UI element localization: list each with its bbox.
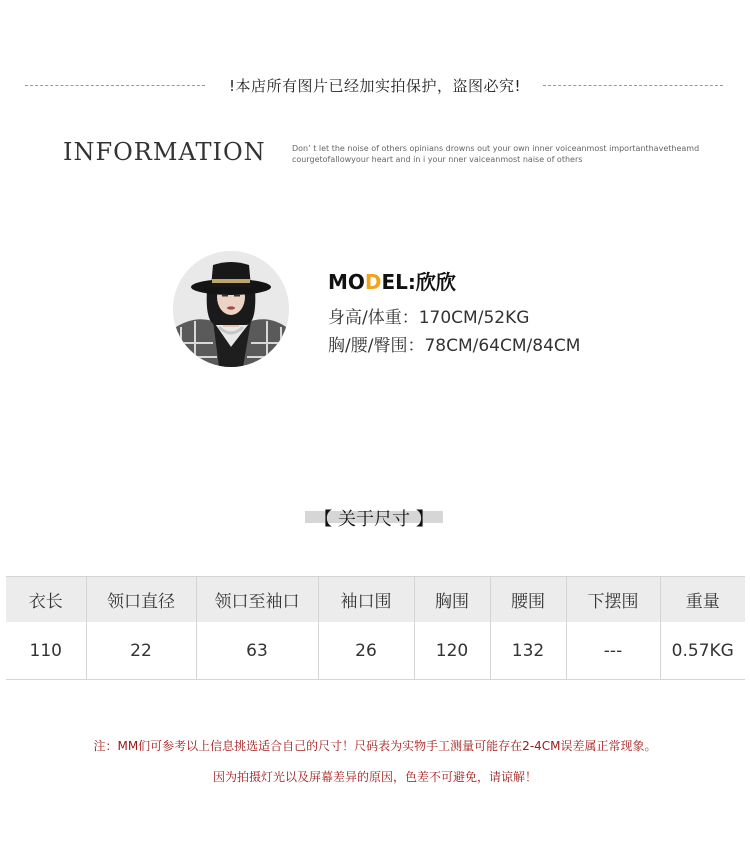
model-label-el: EL:	[381, 270, 416, 294]
size-table-cell: 63	[196, 622, 318, 680]
color-note: 因为拍摄灯光以及屏幕差异的原因，色差不可避免，请谅解！	[212, 770, 537, 784]
size-table-cell: 120	[414, 622, 490, 680]
table-row	[6, 622, 745, 680]
size-table-header-cell: 胸围	[414, 577, 490, 623]
size-table-cell: ---	[566, 622, 660, 680]
size-table-cell: 110	[6, 622, 86, 680]
size-table-header-cell: 重量	[660, 577, 745, 623]
size-table-cell: 0.57KG	[660, 622, 745, 680]
size-table-cell: 22	[86, 622, 196, 680]
size-table-header-cell: 衣长	[6, 577, 86, 623]
model-photo-illustration	[173, 251, 289, 367]
size-table-header-cell: 袖口围	[318, 577, 414, 623]
information-subtitle	[292, 143, 732, 165]
model-name-heading	[328, 266, 456, 295]
size-note: 注：MM们可参考以上信息挑选适合自己的尺寸！尺码表为实物手工测量可能存在2-4CM误差属正常现象。	[93, 739, 657, 753]
model-label-d: D	[364, 270, 382, 294]
information-subtitle-line-1: Don’ t let the noise of others opinians drowns out your own inner voiceanmost importanthavetheamd	[292, 144, 700, 153]
size-table	[6, 576, 745, 680]
model-label-mo: MO	[328, 270, 365, 294]
size-table-header-cell: 领口至袖口	[196, 577, 318, 623]
information-subtitle-line-2: courgetofallowyour heart and in i your nner vaiceanmost naise of others	[292, 155, 583, 164]
size-table-cell: 132	[490, 622, 566, 680]
size-table-cell: 26	[318, 622, 414, 680]
information-title: INFORMATION	[63, 138, 266, 166]
size-table-header-cell: 下摆围	[566, 577, 660, 623]
model-measurements: 胸/腰/臀围：78CM/64CM/84CM	[328, 336, 581, 356]
size-table-header-cell: 腰围	[490, 577, 566, 623]
model-height-weight: 身高/体重：170CM/52KG	[328, 308, 530, 328]
size-table-header-cell: 领口直径	[86, 577, 196, 623]
model-name: 欣欣	[415, 270, 456, 294]
model-avatar	[173, 251, 289, 367]
copyright-notice: !本店所有图片已经加实拍保护，盗图必究!	[228, 77, 522, 95]
size-table-header-row	[6, 577, 745, 623]
size-section-title: 【 关于尺寸 】	[314, 509, 434, 530]
